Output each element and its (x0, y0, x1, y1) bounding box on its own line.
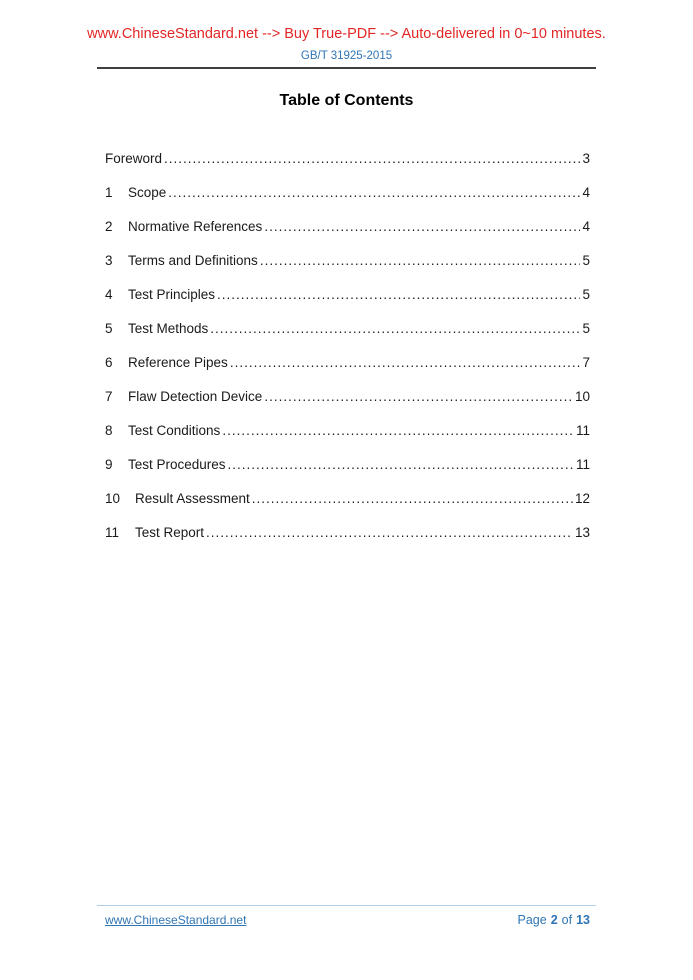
toc-entry-number: 3 (105, 253, 113, 268)
toc-entry-label: Test Principles (128, 287, 216, 302)
toc-leader-dots (264, 389, 573, 405)
toc-entry-page: 13 (574, 525, 590, 540)
toc-entry-number: 2 (105, 219, 113, 234)
toc-entry (105, 457, 590, 473)
toc-entry-number: 8 (105, 423, 113, 438)
header-banner: www.ChineseStandard.net --> Buy True-PDF --> Auto-delivered in 0~10 minutes. (87, 26, 606, 42)
page-title: Table of Contents (279, 92, 414, 109)
toc-entry-label: Test Report (135, 525, 205, 540)
toc-entry-label: Flaw Detection Device (128, 389, 263, 404)
toc-entry-label: Test Conditions (128, 423, 221, 438)
toc-leader-dots (217, 287, 580, 303)
toc-entry-label: Test Methods (128, 321, 209, 336)
toc-entry (105, 219, 590, 235)
table-of-contents (105, 151, 590, 559)
toc-entry (105, 321, 590, 337)
toc-entry-label: Terms and Definitions (128, 253, 258, 268)
page-total-number: 13 (576, 913, 590, 927)
toc-entry-page: 11 (575, 423, 590, 438)
page-of-label: of (561, 913, 573, 927)
toc-entry-page: 5 (582, 321, 590, 336)
toc-leader-dots (164, 151, 580, 167)
page-current-number: 2 (550, 913, 558, 927)
toc-entry-number: 5 (105, 321, 113, 336)
toc-entry-number: 7 (105, 389, 113, 404)
toc-entry (105, 185, 590, 201)
toc-leader-dots (264, 219, 580, 235)
toc-entry-page: 12 (574, 491, 590, 506)
toc-entry-label: Scope (128, 185, 167, 200)
toc-entry (105, 151, 590, 167)
toc-entry (105, 287, 590, 303)
toc-entry-page: 4 (582, 185, 590, 200)
toc-entry (105, 491, 590, 507)
toc-entry-page: 5 (582, 287, 590, 302)
toc-leader-dots (260, 253, 581, 269)
toc-entry-label: Result Assessment (135, 491, 250, 506)
toc-leader-dots (210, 321, 580, 337)
toc-entry-page: 5 (582, 253, 590, 268)
toc-entry-label: Reference Pipes (128, 355, 228, 370)
toc-leader-dots (222, 423, 574, 439)
page-indicator (518, 913, 591, 927)
toc-leader-dots (230, 355, 581, 371)
header-rule (97, 67, 596, 69)
toc-leader-dots (168, 185, 580, 201)
toc-entry-page: 11 (575, 457, 590, 472)
toc-entry-label: Test Procedures (128, 457, 226, 472)
toc-entry (105, 389, 590, 405)
footer (105, 913, 590, 927)
toc-entry-page: 7 (582, 355, 590, 370)
toc-entry-label: Normative References (128, 219, 263, 234)
toc-entry-number: 6 (105, 355, 113, 370)
toc-leader-dots (228, 457, 574, 473)
toc-entry-number: 9 (105, 457, 113, 472)
toc-entry-page: 4 (582, 219, 590, 234)
toc-leader-dots (252, 491, 573, 507)
toc-entry-number: 11 (105, 525, 120, 540)
toc-entry-label: Foreword (105, 151, 163, 166)
toc-entry (105, 423, 590, 439)
toc-entry (105, 525, 590, 541)
toc-entry (105, 253, 590, 269)
toc-entry-page: 3 (582, 151, 590, 166)
toc-entry-number: 1 (105, 185, 113, 200)
page-prefix-label: Page (517, 913, 547, 927)
toc-entry (105, 355, 590, 371)
standard-code: GB/T 31925-2015 (300, 50, 393, 62)
toc-entry-page: 10 (574, 389, 590, 404)
toc-entry-number: 10 (105, 491, 121, 506)
footer-site-link[interactable]: www.ChineseStandard.net (105, 913, 247, 927)
toc-entry-number: 4 (105, 287, 113, 302)
footer-rule (97, 905, 596, 906)
toc-leader-dots (206, 525, 573, 541)
